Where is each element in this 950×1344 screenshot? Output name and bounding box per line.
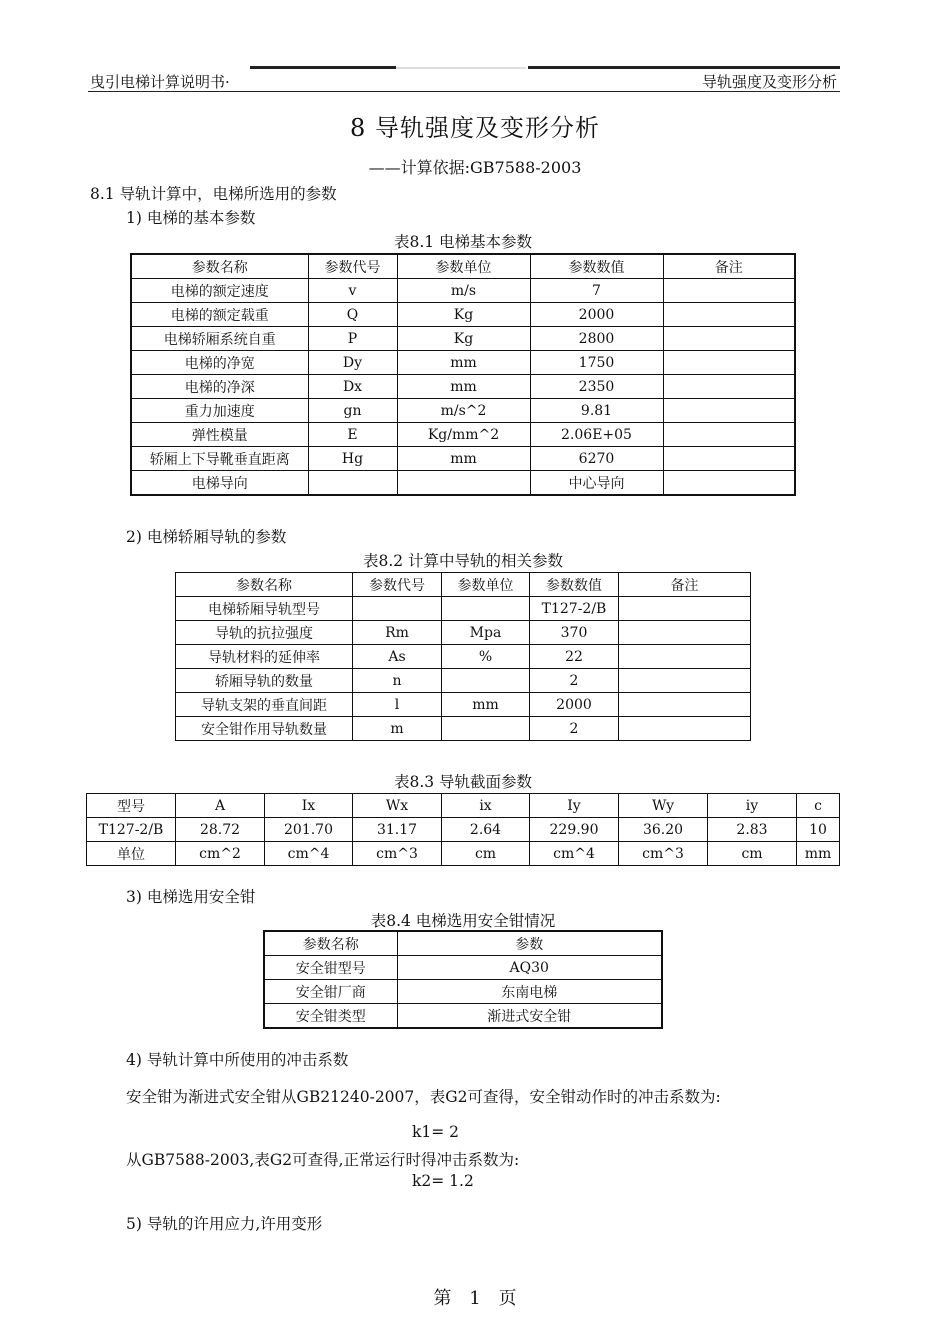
table-cell: P bbox=[308, 327, 397, 351]
paragraph: 安全钳为渐进式安全钳从GB21240-2007，表G2可查得，安全钳动作时的冲击系数为: bbox=[126, 1088, 721, 1106]
table-cell: cm^3 bbox=[619, 842, 708, 866]
table-cell: 东南电梯 bbox=[397, 980, 662, 1004]
item-heading-4: 4) 导轨计算中所使用的冲击系数 bbox=[126, 1051, 349, 1069]
table-cell: Wy bbox=[619, 794, 708, 818]
table-cell: 2.83 bbox=[708, 818, 797, 842]
table-cell: 2 bbox=[530, 669, 619, 693]
table-cell: mm bbox=[397, 351, 530, 375]
table-row bbox=[176, 621, 751, 645]
table-cell: Dy bbox=[308, 351, 397, 375]
table-row bbox=[176, 693, 751, 717]
table-header-cell: 参数单位 bbox=[442, 573, 530, 597]
table-cell: mm bbox=[397, 447, 530, 471]
table-cell: 安全钳厂商 bbox=[264, 980, 397, 1004]
table-cell: 电梯的净宽 bbox=[131, 351, 308, 375]
table-row bbox=[131, 399, 795, 423]
table-rail-section bbox=[86, 793, 840, 866]
table-cell: 36.20 bbox=[619, 818, 708, 842]
table-cell: 2350 bbox=[530, 375, 663, 399]
table-row bbox=[131, 279, 795, 303]
table-cell: 电梯的净深 bbox=[131, 375, 308, 399]
table-cell: Wx bbox=[353, 794, 442, 818]
page-subtitle: ——计算依据:GB7588-2003 bbox=[368, 158, 582, 177]
table-body bbox=[176, 573, 751, 741]
table-cell: 单位 bbox=[87, 842, 176, 866]
table-header-cell: 备注 bbox=[663, 254, 795, 279]
table-cell: m bbox=[353, 717, 442, 741]
table-body bbox=[131, 254, 795, 495]
table-cell: 电梯的额定速度 bbox=[131, 279, 308, 303]
table-header-cell: 参数名称 bbox=[131, 254, 308, 279]
table-cell: cm^2 bbox=[176, 842, 265, 866]
table-cell: 重力加速度 bbox=[131, 399, 308, 423]
table-cell: 7 bbox=[530, 279, 663, 303]
table-cell: 6270 bbox=[530, 447, 663, 471]
table-row bbox=[131, 471, 795, 496]
table-safety-gear bbox=[263, 930, 663, 1029]
table-cell: m/s bbox=[397, 279, 530, 303]
table-cell bbox=[663, 471, 795, 496]
table-row bbox=[264, 956, 662, 980]
table-cell: Dx bbox=[308, 375, 397, 399]
table-cell: 1750 bbox=[530, 351, 663, 375]
table-cell: 安全钳类型 bbox=[264, 1004, 397, 1029]
table-cell: m/s^2 bbox=[397, 399, 530, 423]
table-cell: Kg bbox=[397, 327, 530, 351]
table-cell: 渐进式安全钳 bbox=[397, 1004, 662, 1029]
table-cell: E bbox=[308, 423, 397, 447]
table-cell: 导轨支架的垂直间距 bbox=[176, 693, 353, 717]
table-row bbox=[264, 980, 662, 1004]
table-row bbox=[131, 303, 795, 327]
paragraph: 从GB7588-2003,表G2可查得,正常运行时得冲击系数为: bbox=[126, 1151, 520, 1169]
table-cell: 中心导向 bbox=[530, 471, 663, 496]
table-cell: Iy bbox=[530, 794, 619, 818]
item-heading-5: 5) 导轨的许用应力,许用变形 bbox=[126, 1215, 323, 1233]
table-cell: l bbox=[353, 693, 442, 717]
table-header-cell: 参数代号 bbox=[353, 573, 442, 597]
item-heading-3: 3) 电梯选用安全钳 bbox=[126, 888, 256, 906]
table-cell: 型号 bbox=[87, 794, 176, 818]
table-row bbox=[176, 669, 751, 693]
table-cell: A bbox=[176, 794, 265, 818]
table-cell: AQ30 bbox=[397, 956, 662, 980]
table-cell: cm bbox=[708, 842, 797, 866]
table-row bbox=[264, 1004, 662, 1029]
table-cell: iy bbox=[708, 794, 797, 818]
table-cell: 电梯轿厢导轨型号 bbox=[176, 597, 353, 621]
table-cell bbox=[663, 327, 795, 351]
table-cell bbox=[663, 279, 795, 303]
table-cell: 导轨的抗拉强度 bbox=[176, 621, 353, 645]
table-caption-3: 表8.3 导轨截面参数 bbox=[393, 773, 533, 791]
table-header-row bbox=[176, 573, 751, 597]
table-row bbox=[131, 423, 795, 447]
table-cell bbox=[663, 423, 795, 447]
table-cell: cm^4 bbox=[265, 842, 353, 866]
table-cell: 9.81 bbox=[530, 399, 663, 423]
header-decoration-bar bbox=[250, 66, 396, 69]
table-cell bbox=[442, 669, 530, 693]
table-cell: Rm bbox=[353, 621, 442, 645]
table-header-cell: 参数 bbox=[397, 931, 662, 956]
table-cell bbox=[663, 351, 795, 375]
table-cell: 安全钳作用导轨数量 bbox=[176, 717, 353, 741]
table-cell: 2000 bbox=[530, 693, 619, 717]
table-cell: Hg bbox=[308, 447, 397, 471]
table-row bbox=[176, 645, 751, 669]
table-cell: 导轨材料的延伸率 bbox=[176, 645, 353, 669]
table-caption-2: 表8.2 计算中导轨的相关参数 bbox=[362, 552, 564, 570]
table-cell: 2 bbox=[530, 717, 619, 741]
table-cell: 弹性模量 bbox=[131, 423, 308, 447]
table-cell: mm bbox=[797, 842, 840, 866]
header-rule bbox=[88, 91, 840, 92]
table-header-row bbox=[131, 254, 795, 279]
table-cell: Kg/mm^2 bbox=[397, 423, 530, 447]
header-decoration-bar bbox=[528, 66, 840, 69]
section-heading: 8.1 导轨计算中，电梯所选用的参数 bbox=[90, 185, 337, 203]
table-cell: % bbox=[442, 645, 530, 669]
table-cell: Mpa bbox=[442, 621, 530, 645]
table-cell: 22 bbox=[530, 645, 619, 669]
table-cell: c bbox=[797, 794, 840, 818]
table-row bbox=[87, 794, 840, 818]
table-cell: 轿厢上下导靴垂直距离 bbox=[131, 447, 308, 471]
table-body bbox=[87, 794, 840, 866]
table-row bbox=[131, 327, 795, 351]
table-cell: T127-2/B bbox=[87, 818, 176, 842]
table-cell: ix bbox=[442, 794, 530, 818]
table-cell bbox=[619, 717, 751, 741]
table-cell bbox=[619, 597, 751, 621]
table-basic-params bbox=[130, 253, 796, 496]
table-cell: 2.06E+05 bbox=[530, 423, 663, 447]
table-body bbox=[264, 931, 662, 1028]
table-cell bbox=[663, 399, 795, 423]
table-cell: 10 bbox=[797, 818, 840, 842]
page-title: 8 导轨强度及变形分析 bbox=[350, 114, 600, 142]
table-cell: 28.72 bbox=[176, 818, 265, 842]
table-row bbox=[176, 717, 751, 741]
table-cell: 2800 bbox=[530, 327, 663, 351]
table-header-cell: 参数数值 bbox=[530, 573, 619, 597]
table-cell: Kg bbox=[397, 303, 530, 327]
table-header-cell: 参数单位 bbox=[397, 254, 530, 279]
table-row bbox=[131, 375, 795, 399]
table-cell bbox=[308, 471, 397, 496]
table-cell: 安全钳型号 bbox=[264, 956, 397, 980]
table-row bbox=[176, 597, 751, 621]
formula-k2: k2= 1.2 bbox=[412, 1172, 474, 1190]
table-cell bbox=[619, 669, 751, 693]
table-cell bbox=[663, 303, 795, 327]
table-cell: 31.17 bbox=[353, 818, 442, 842]
table-cell: Ix bbox=[265, 794, 353, 818]
table-cell: T127-2/B bbox=[530, 597, 619, 621]
table-row bbox=[131, 447, 795, 471]
table-cell: 轿厢导轨的数量 bbox=[176, 669, 353, 693]
page-number: 第 1 页 bbox=[433, 1288, 517, 1309]
table-cell: n bbox=[353, 669, 442, 693]
table-header-cell: 参数名称 bbox=[264, 931, 397, 956]
table-cell: mm bbox=[397, 375, 530, 399]
table-cell bbox=[619, 645, 751, 669]
table-cell bbox=[663, 375, 795, 399]
table-cell: 2.64 bbox=[442, 818, 530, 842]
table-cell: v bbox=[308, 279, 397, 303]
header-left-text: 曳引电梯计算说明书· bbox=[90, 73, 230, 91]
table-header-row bbox=[264, 931, 662, 956]
table-cell: 201.70 bbox=[265, 818, 353, 842]
table-row bbox=[87, 818, 840, 842]
table-cell bbox=[619, 693, 751, 717]
table-cell bbox=[353, 597, 442, 621]
table-cell: 2000 bbox=[530, 303, 663, 327]
table-cell: As bbox=[353, 645, 442, 669]
table-cell: 电梯导向 bbox=[131, 471, 308, 496]
table-cell bbox=[619, 621, 751, 645]
table-cell: cm^4 bbox=[530, 842, 619, 866]
table-row bbox=[131, 351, 795, 375]
item-heading-2: 2) 电梯轿厢导轨的参数 bbox=[126, 528, 287, 546]
table-row bbox=[87, 842, 840, 866]
table-cell bbox=[442, 597, 530, 621]
item-heading-1: 1) 电梯的基本参数 bbox=[126, 209, 256, 227]
table-caption-4: 表8.4 电梯选用安全钳情况 bbox=[370, 912, 556, 930]
table-header-cell: 参数数值 bbox=[530, 254, 663, 279]
table-cell: 370 bbox=[530, 621, 619, 645]
table-rail-params bbox=[175, 572, 751, 741]
table-cell: mm bbox=[442, 693, 530, 717]
table-cell: 229.90 bbox=[530, 818, 619, 842]
table-cell: 电梯轿厢系统自重 bbox=[131, 327, 308, 351]
table-cell bbox=[442, 717, 530, 741]
table-cell: cm bbox=[442, 842, 530, 866]
table-cell bbox=[397, 471, 530, 496]
table-cell: Q bbox=[308, 303, 397, 327]
header-right-text: 导轨强度及变形分析 bbox=[701, 73, 837, 91]
formula-k1: k1= 2 bbox=[412, 1123, 460, 1141]
table-cell bbox=[663, 447, 795, 471]
header-decoration-bar bbox=[396, 67, 526, 69]
table-cell: gn bbox=[308, 399, 397, 423]
table-header-cell: 参数名称 bbox=[176, 573, 353, 597]
table-header-cell: 备注 bbox=[619, 573, 751, 597]
table-cell: cm^3 bbox=[353, 842, 442, 866]
table-header-cell: 参数代号 bbox=[308, 254, 397, 279]
table-caption-1: 表8.1 电梯基本参数 bbox=[393, 233, 533, 251]
table-cell: 电梯的额定载重 bbox=[131, 303, 308, 327]
